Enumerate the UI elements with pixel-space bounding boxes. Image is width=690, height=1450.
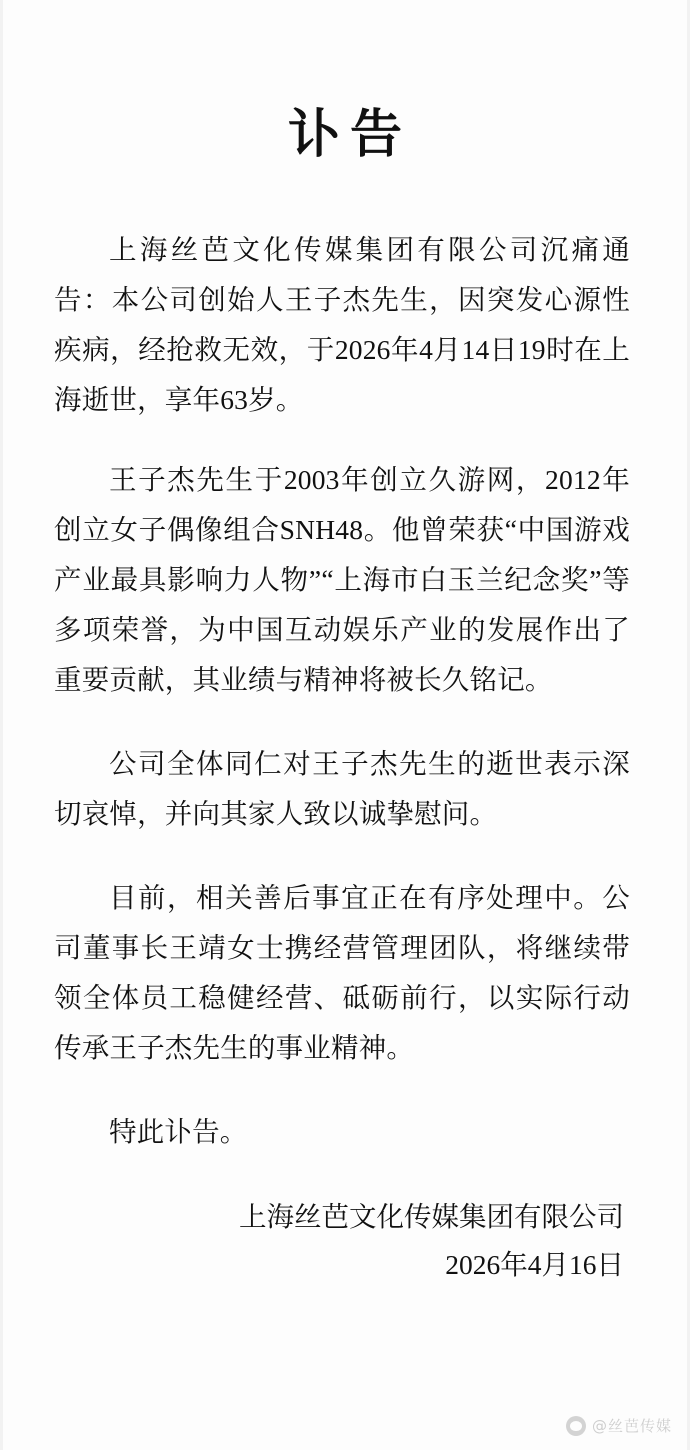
watermark-handle: @丝芭传媒 <box>591 1417 672 1435</box>
paragraph-condolence: 公司全体同仁对王子杰先生的逝世表示深切哀悼，并向其家人致以诚挚慰问。 <box>54 748 630 829</box>
page-title: 讣告 <box>287 105 412 165</box>
paragraph-closing: 特此讣告。 <box>109 1116 248 1147</box>
paragraph-succession: 目前，相关善后事宜正在有序处理中。公司董事长王靖女士携经营管理团队，将继续带领全体员工稳健经营、砥砺前行，以实际行动传承王子杰先生的事业精神。 <box>54 882 630 1063</box>
weibo-logo-icon <box>566 1416 586 1436</box>
watermark <box>566 1415 672 1436</box>
page-edge-left <box>0 0 3 1450</box>
paragraph-intro: 上海丝芭文化传媒集团有限公司沉痛通告：本公司创始人王子杰先生，因突发心源性疾病，经抢救无效，于2026年4月14日19时在上海逝世，享年63岁。 <box>54 234 630 415</box>
document-body <box>0 167 690 1289</box>
signature-organization: 上海丝芭文化传媒集团有限公司 <box>239 1201 624 1232</box>
signature-date: 2026年4月16日 <box>445 1249 624 1280</box>
paragraph-biography: 王子杰先生于2003年创立久游网，2012年创立女子偶像组合SNH48。他曾荣获“中国游戏产业最具影响力人物”“上海市白玉兰纪念奖”等多项荣誉，为中国互动娱乐产业的发展作出了重要贡献，其业绩与精神将被长久铭记。 <box>54 464 630 695</box>
signature-block <box>54 1193 630 1289</box>
